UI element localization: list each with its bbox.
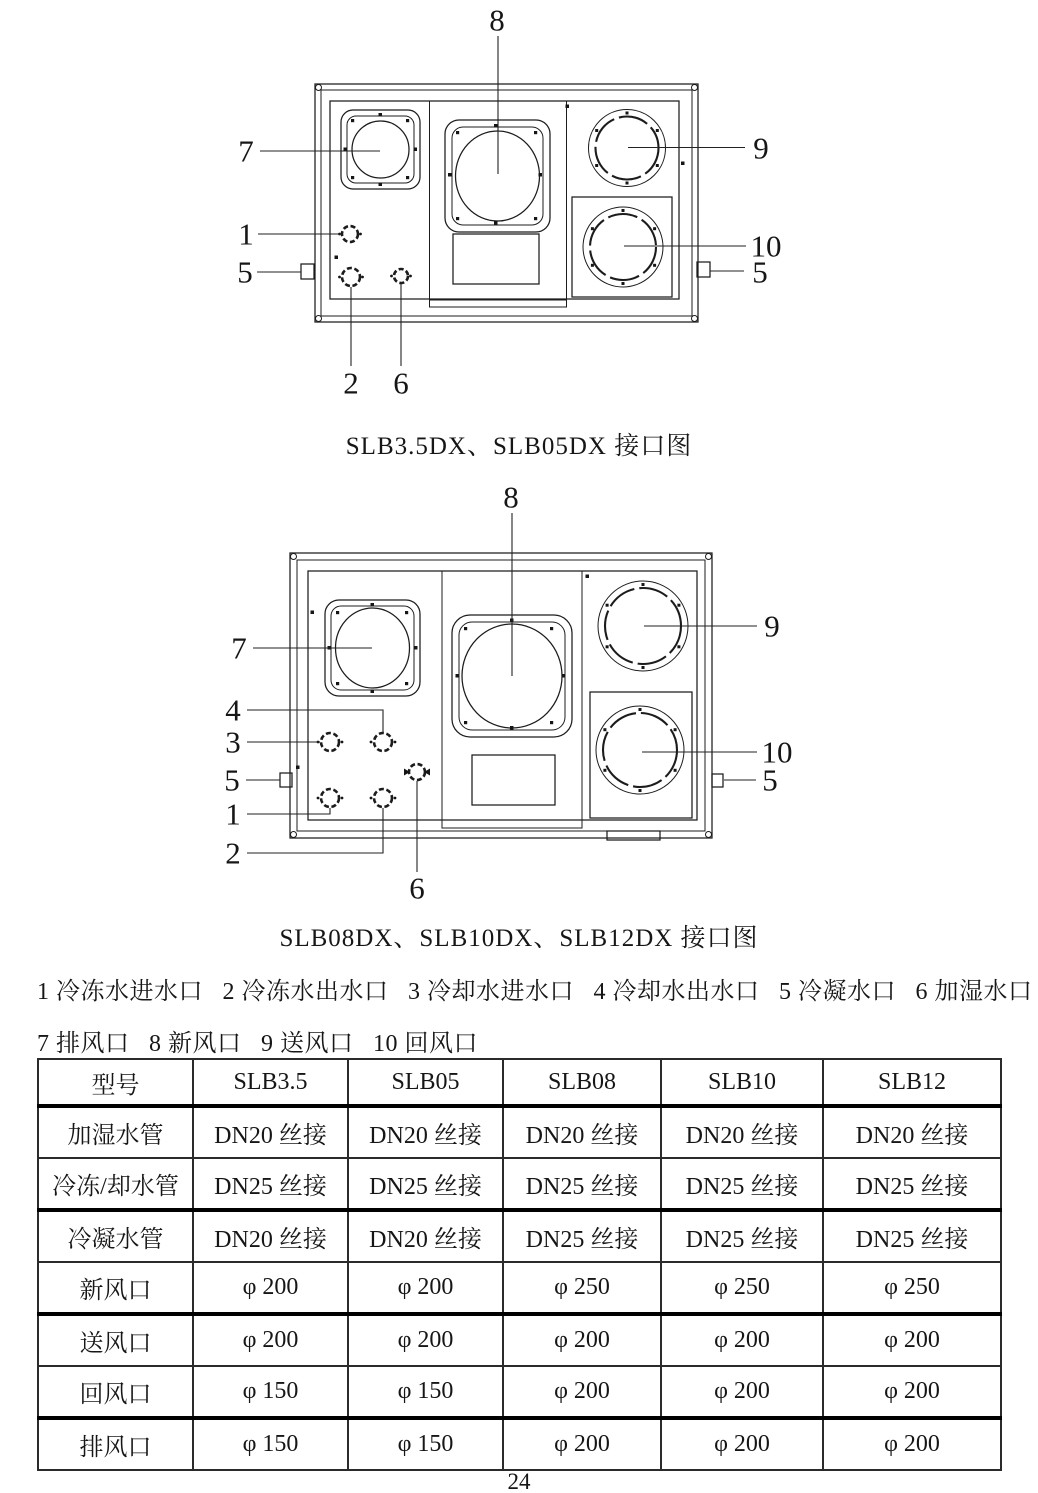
d1-callout-5-right: 5 — [752, 254, 768, 290]
cell: DN20 丝接 — [823, 1106, 1001, 1158]
d2-callout-labels — [224, 480, 792, 906]
cell: DN20 丝接 — [661, 1106, 823, 1158]
row-label: 冷冻/却水管 — [38, 1158, 193, 1210]
table-row-condensate-pipe — [38, 1210, 1001, 1262]
d1-exhaust-opening-7 — [341, 110, 420, 189]
row-label: 新风口 — [38, 1262, 193, 1314]
cell: φ 150 — [348, 1366, 503, 1418]
table-row-humidifier-pipe — [38, 1106, 1001, 1158]
d1-callout-1: 1 — [238, 216, 254, 252]
cell: φ 200 — [348, 1262, 503, 1314]
cell: DN25 丝接 — [661, 1210, 823, 1262]
header-model: 型号 — [38, 1059, 193, 1106]
d1-callout-5-left: 5 — [237, 254, 253, 290]
d2-pipe-fitting-3 — [317, 733, 344, 751]
legend-line-1: 1 冷冻水进水口 2 冷冻水出水口 3 冷却水进水口 4 冷却水出水口 5 冷凝水口 6 加湿水口 — [37, 979, 1033, 1005]
d2-return-opening-10 — [590, 692, 692, 818]
d1-return-opening-10 — [572, 197, 672, 297]
cell: φ 250 — [823, 1262, 1001, 1314]
table-row-return-air-port — [38, 1366, 1001, 1418]
cell: φ 150 — [348, 1418, 503, 1470]
diagram1-caption: SLB3.5DX、SLB05DX 接口图 — [345, 433, 693, 460]
table-row-supply-air-port — [38, 1314, 1001, 1366]
cell: φ 250 — [503, 1262, 661, 1314]
cell: DN25 丝接 — [503, 1210, 661, 1262]
diagram2-caption: SLB08DX、SLB10DX、SLB12DX 接口图 — [279, 925, 759, 952]
legend-line-2: 7 排风口 8 新风口 9 送风口 10 回风口 — [37, 1031, 478, 1057]
d2-callout-10: 10 — [761, 734, 793, 770]
d2-callout-4: 4 — [225, 692, 241, 728]
header-slb05: SLB05 — [348, 1059, 503, 1106]
row-label: 冷凝水管 — [38, 1210, 193, 1262]
diagram-slb35-slb05 — [0, 0, 1038, 440]
page-number: 24 — [507, 1469, 531, 1493]
cell: φ 250 — [661, 1262, 823, 1314]
d2-humidifier-fitting-6 — [404, 764, 430, 780]
diagram-slb08-slb10-slb12 — [0, 470, 1038, 930]
cell: φ 200 — [503, 1418, 661, 1470]
d1-callout-7: 7 — [238, 133, 254, 169]
row-label: 排风口 — [38, 1418, 193, 1470]
spec-table — [37, 1058, 1002, 1471]
cell: φ 150 — [193, 1366, 348, 1418]
cell: φ 200 — [193, 1314, 348, 1366]
d2-callout-6: 6 — [409, 870, 425, 906]
cell: DN20 丝接 — [348, 1106, 503, 1158]
row-label: 回风口 — [38, 1366, 193, 1418]
table-row-fresh-air-port — [38, 1262, 1001, 1314]
header-slb35: SLB3.5 — [193, 1059, 348, 1106]
d1-drain-stub-left — [301, 264, 314, 279]
d2-pipe-fitting-4 — [370, 733, 397, 751]
d2-drain-stub-right — [712, 774, 723, 787]
d1-callout-10: 10 — [750, 228, 782, 264]
cell: φ 200 — [193, 1262, 348, 1314]
cell: φ 150 — [193, 1418, 348, 1470]
cell: φ 200 — [661, 1314, 823, 1366]
d2-pipe-fitting-2 — [370, 789, 397, 807]
d2-pipe-fitting-1 — [317, 789, 344, 807]
cell: DN20 丝接 — [503, 1106, 661, 1158]
cell: φ 200 — [823, 1366, 1001, 1418]
d1-callout-6: 6 — [393, 365, 409, 401]
d1-pipe-fitting-6 — [390, 269, 412, 283]
d1-pipe-fitting-2 — [338, 268, 364, 286]
d2-callout-9: 9 — [764, 608, 780, 644]
cell: DN25 丝接 — [823, 1158, 1001, 1210]
d1-callout-labels — [237, 3, 781, 401]
d2-callout-8: 8 — [503, 479, 519, 515]
cell: DN25 丝接 — [348, 1158, 503, 1210]
d1-pipe-fitting-1 — [338, 226, 362, 242]
d2-callout-5-right: 5 — [762, 762, 778, 798]
d2-callout-5-left: 5 — [224, 762, 240, 798]
row-label: 加湿水管 — [38, 1106, 193, 1158]
cell: φ 200 — [503, 1314, 661, 1366]
header-slb10: SLB10 — [661, 1059, 823, 1106]
header-slb12: SLB12 — [823, 1059, 1001, 1106]
d2-callout-3: 3 — [225, 724, 241, 760]
d1-callout-2: 2 — [343, 365, 359, 401]
cell: φ 200 — [661, 1366, 823, 1418]
cell: DN25 丝接 — [823, 1210, 1001, 1262]
d1-callout-9: 9 — [753, 130, 769, 166]
cell: DN25 丝接 — [661, 1158, 823, 1210]
table-row-chilled-cooling-pipe — [38, 1158, 1001, 1210]
cell: φ 200 — [661, 1418, 823, 1470]
table-row-exhaust-air-port — [38, 1418, 1001, 1470]
cell: φ 200 — [503, 1366, 661, 1418]
cell: φ 200 — [823, 1418, 1001, 1470]
row-label: 送风口 — [38, 1314, 193, 1366]
cell: DN25 丝接 — [193, 1158, 348, 1210]
d2-callout-1: 1 — [225, 796, 241, 832]
cell: DN20 丝接 — [348, 1210, 503, 1262]
header-slb08: SLB08 — [503, 1059, 661, 1106]
cell: DN25 丝接 — [503, 1158, 661, 1210]
cell: DN20 丝接 — [193, 1106, 348, 1158]
d1-callout-8: 8 — [489, 2, 505, 38]
table-header-row — [38, 1059, 1001, 1106]
cell: DN20 丝接 — [193, 1210, 348, 1262]
d1-drain-stub-right — [697, 262, 710, 277]
cell: φ 200 — [823, 1314, 1001, 1366]
d2-callout-7: 7 — [231, 630, 247, 666]
d2-callout-2: 2 — [225, 835, 241, 871]
cell: φ 200 — [348, 1314, 503, 1366]
